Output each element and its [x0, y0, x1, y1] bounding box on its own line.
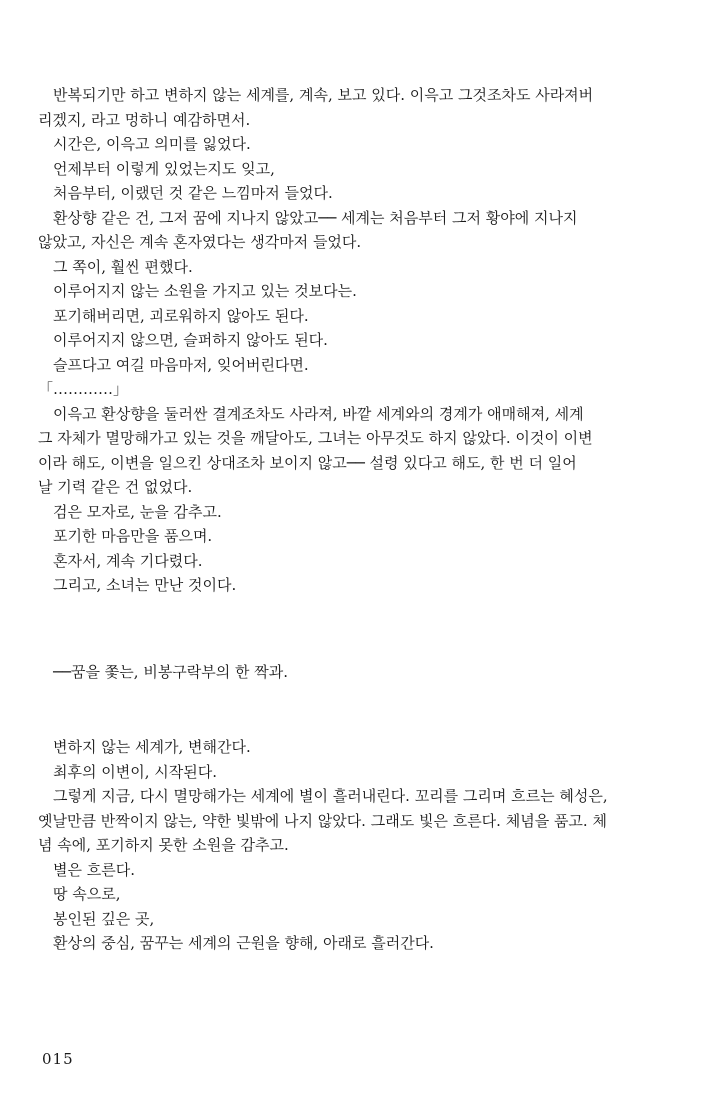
text-line: 슬프다고 여길 마음마저, 잊어버린다면.	[53, 355, 309, 374]
text-line: 이라 해도, 이변을 일으킨 상대조차 보이지 않고── 설령 있다고 해도, 한 번 더 일어	[38, 453, 577, 472]
text-line: 이루어지지 않는 소원을 가지고 있는 것보다는.	[53, 282, 357, 300]
text-line: 옛날만큼 반짝이지 않는, 약한 빛밖에 나지 않았다. 그래도 빛은 흐른다. 체념을 품고. 체	[38, 811, 607, 830]
text-line: 혼자서, 계속 기다렸다.	[53, 551, 203, 570]
text-line: 시간은, 이윽고 의미를 잃었다.	[53, 135, 251, 153]
page-number: 015	[42, 1050, 74, 1068]
text-line: 포기한 마음만을 품으며.	[53, 527, 213, 545]
text-line: 포기해버리면, 괴로워하지 않아도 된다.	[53, 306, 309, 325]
text-line: 변하지 않는 세계가, 변해간다.	[53, 738, 251, 756]
text-block-1	[38, 83, 688, 598]
text-line: 이윽고 환상향을 둘러싼 결계조차도 사라져, 바깥 세계와의 경계가 애매해져, 세계	[53, 404, 584, 423]
text-line: 봉인된 깊은 곳,	[53, 909, 155, 928]
text-line: 이루어지지 않으면, 슬퍼하지 않아도 된다.	[53, 331, 328, 349]
text-line: 그리고, 소녀는 만난 것이다.	[53, 576, 237, 594]
text-line: 그 쪽이, 훨씬 편했다.	[53, 257, 193, 276]
text-block-3	[38, 735, 688, 956]
text-line: 환상의 중심, 꿈꾸는 세계의 근원을 향해, 아래로 흘러간다.	[53, 934, 434, 952]
text-line: 않았고, 자신은 계속 혼자였다는 생각마저 들었다.	[38, 233, 362, 251]
text-line: 별은 흐른다.	[53, 860, 135, 879]
text-line: 리겠지, 라고 멍하니 예감하면서.	[38, 110, 251, 129]
text-line: 검은 모자로, 눈을 감추고.	[53, 502, 222, 521]
text-line: 날 기력 같은 건 없었다.	[38, 478, 193, 496]
text-block-2	[38, 660, 688, 685]
text-line: 환상향 같은 건, 그저 꿈에 지나지 않았고── 세계는 처음부터 그저 황야에 지나지	[53, 208, 578, 227]
text-line: 념 속에, 포기하지 못한 소원을 감추고.	[38, 836, 289, 854]
text-line: 그 자체가 멸망해가고 있는 것을 깨달아도, 그녀는 아무것도 하지 않았다. 이것이 이변	[38, 429, 593, 447]
text-line: 「…………」	[38, 380, 129, 398]
text-line: 최후의 이변이, 시작된다.	[53, 762, 217, 781]
text-line: ──꿈을 쫓는, 비봉구락부의 한 짝과.	[53, 663, 289, 681]
text-line: 땅 속으로,	[53, 885, 121, 903]
text-line: 언제부터 이렇게 있었는지도 잊고,	[53, 159, 275, 178]
text-line: 반복되기만 하고 변하지 않는 세계를, 계속, 보고 있다. 이윽고 그것조차도 사라져버	[53, 86, 594, 104]
text-line: 처음부터, 이랬던 것 같은 느낌마저 들었다.	[53, 184, 333, 202]
text-line: 그렇게 지금, 다시 멸망해가는 세계에 별이 흘러내린다. 꼬리를 그리며 흐르는 혜성은,	[53, 787, 608, 805]
